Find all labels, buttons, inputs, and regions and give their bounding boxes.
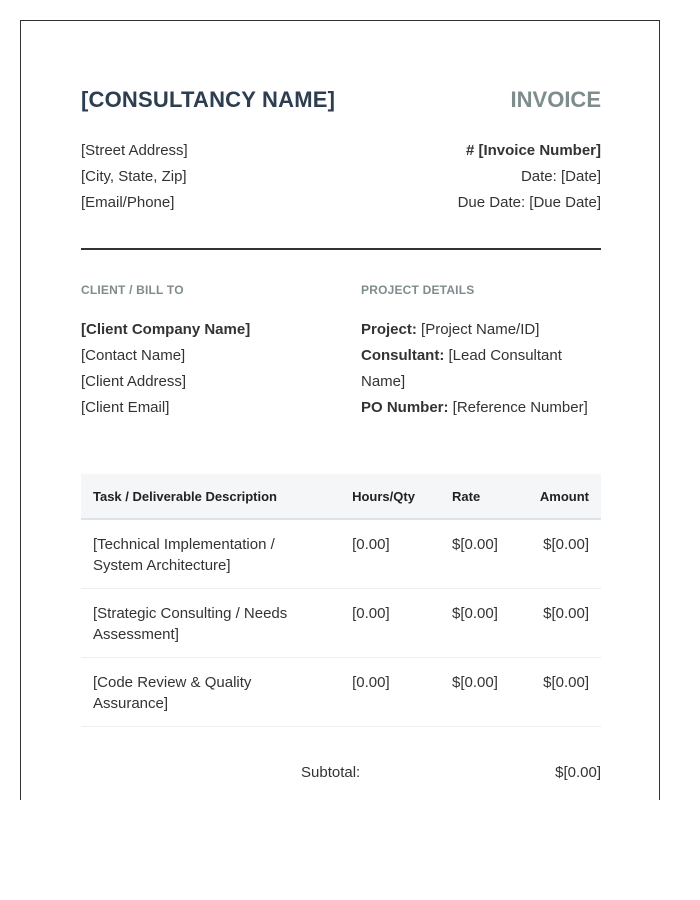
invoice-number-prefix: # (465, 142, 479, 159)
project-section-label: PROJECT DETAILS (361, 283, 475, 297)
column-header-rate: Rate (440, 474, 528, 519)
row-amount: $[0.00] (528, 658, 601, 727)
invoice-date: Date: [Date] (520, 168, 601, 185)
row-hours: [0.00] (340, 519, 440, 589)
client-contact: [Contact Name] (81, 347, 186, 364)
company-name: [CONSULTANCY NAME] (81, 87, 336, 112)
row-rate: $[0.00] (440, 658, 528, 727)
client-email: [Client Email] (81, 399, 170, 416)
consultant-value: [Lead Consultant Name] (361, 347, 562, 390)
project-label: Project: (361, 321, 417, 338)
sender-address-block (81, 138, 188, 216)
sender-street: [Street Address] (81, 142, 188, 159)
column-header-description: Task / Deliverable Description (81, 474, 340, 519)
po-line (361, 395, 606, 421)
row-description: [Strategic Consulting / Needs Assessment] (81, 589, 340, 658)
invoice-header (81, 87, 601, 117)
row-amount: $[0.00] (528, 589, 601, 658)
column-header-hours: Hours/Qty (340, 474, 440, 519)
subtotal-value: $[0.00] (555, 764, 601, 781)
row-rate: $[0.00] (440, 589, 528, 658)
client-block (81, 317, 250, 421)
table-row (81, 519, 601, 589)
consultant-label: Consultant: (361, 347, 445, 364)
invoice-number-value: [Invoice Number] (478, 142, 601, 159)
table-row (81, 658, 601, 727)
client-section-label: CLIENT / BILL TO (81, 283, 184, 297)
document-title: INVOICE (510, 87, 601, 112)
project-value: [Project Name/ID] (416, 321, 540, 338)
client-address: [Client Address] (81, 373, 187, 390)
header-divider (81, 248, 601, 250)
project-line (361, 317, 606, 343)
column-header-amount: Amount (528, 474, 601, 519)
subtotal-label: Subtotal: (301, 764, 361, 781)
row-hours: [0.00] (340, 589, 440, 658)
row-description: [Code Review & Quality Assurance] (81, 658, 340, 727)
line-items-table (81, 474, 601, 727)
table-header-row (81, 474, 601, 519)
client-company: [Client Company Name] (81, 321, 251, 338)
invoice-number (458, 138, 601, 164)
invoice-meta-block (458, 138, 601, 216)
row-rate: $[0.00] (440, 519, 528, 589)
invoice-page (20, 20, 660, 800)
po-label: PO Number: (361, 399, 449, 416)
project-block (361, 317, 606, 421)
po-value: [Reference Number] (448, 399, 588, 416)
row-hours: [0.00] (340, 658, 440, 727)
row-description: [Technical Implementation / System Architecture] (81, 519, 340, 589)
consultant-line (361, 343, 606, 395)
sender-contact: [Email/Phone] (81, 194, 175, 211)
table-row (81, 589, 601, 658)
sender-city: [City, State, Zip] (81, 168, 187, 185)
invoice-due-date: Due Date: [Due Date] (457, 194, 601, 211)
row-amount: $[0.00] (528, 519, 601, 589)
